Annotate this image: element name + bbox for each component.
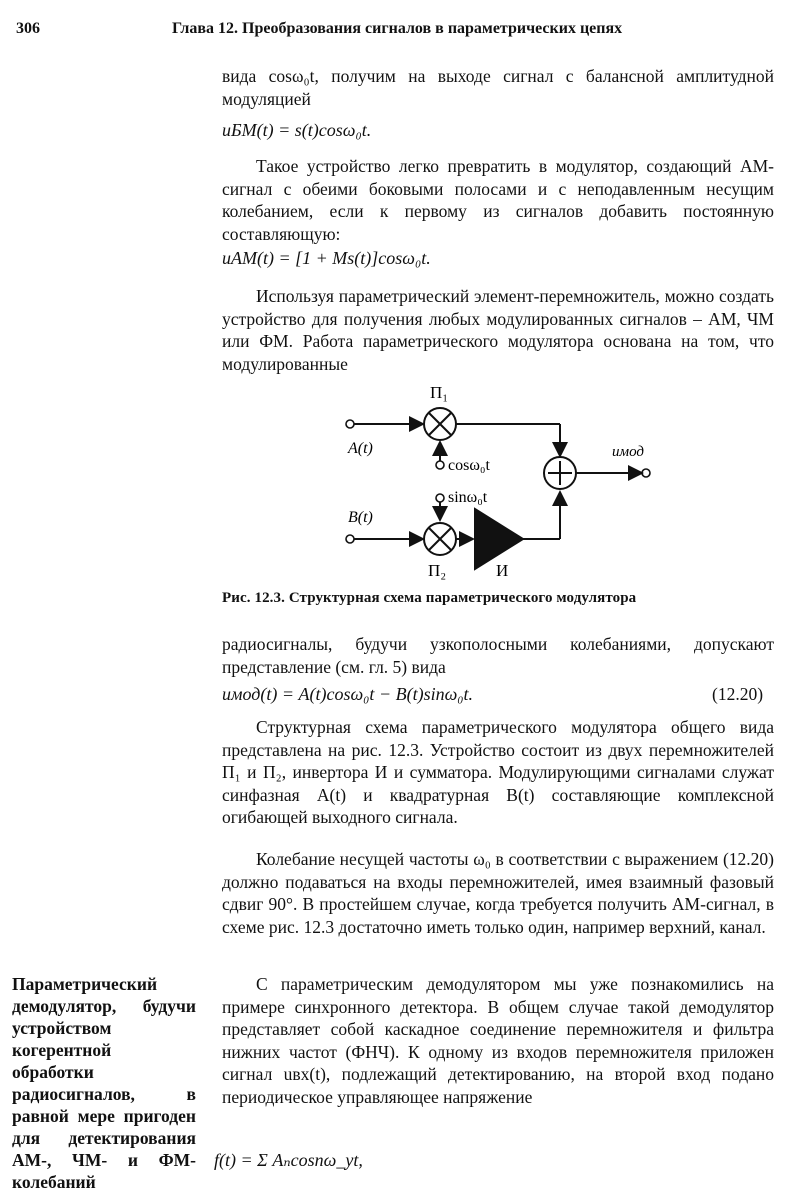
- carrier-cos-terminal: [436, 461, 444, 469]
- page-header: [0, 8, 800, 42]
- inverter-triangle: [475, 509, 523, 569]
- paragraph-6: Колебание несущей частоты ω₀ в соответствии с выражением (12.20) должно подаваться на входы перемножителей, имея взаимный фазовый сдвиг 90°. В простейшем случае, когда требуется получить АМ-сигнал, в схеме рис. 12.3 достаточно иметь только один, например верхний, канал.: [222, 849, 774, 937]
- output-terminal: [642, 469, 650, 477]
- label-p1: П₁: [430, 383, 449, 402]
- label-carrier-sin: sinω₀t: [448, 489, 488, 506]
- label-carrier-cos: cosω₀t: [448, 457, 490, 474]
- formula-mod: uмод(t) = A(t)cosω₀t − B(t)sinω₀t.: [222, 684, 474, 704]
- formula-am: uАМ(t) = [1 + Ms(t)]cosω₀t.: [222, 248, 431, 268]
- modulator-block-diagram: [330, 378, 690, 583]
- formula-f: f(t) = Σ Aₙcosnω_уt,: [214, 1150, 363, 1170]
- carrier-sin-terminal: [436, 494, 444, 502]
- paragraph-2: Такое устройство легко превратить в модулятор, создающий АМ-сигнал с обеими боковыми полосами и с неподавленным несущим колебанием, если к первому из сигналов добавить постоянную составляющую:: [222, 156, 774, 244]
- figure-caption: Рис. 12.3. Структурная схема параметрического модулятора: [222, 590, 637, 606]
- paragraph-3: Используя параметрический элемент-перемножитель, можно создать устройство для получения любых модулированных сигналов – АМ, ЧМ или ФМ. Работа параметрического модулятора основана на том, что модулированные: [222, 286, 774, 374]
- page-number: 306: [16, 20, 40, 37]
- equation-number: (12.20): [712, 684, 764, 704]
- chapter-title: Глава 12. Преобразования сигналов в параметрических цепях: [172, 20, 623, 37]
- paragraph-7: С параметрическим демодулятором мы уже познакомились на примере синхронного детектора. В общем случае такой демодулятор представляет собой каскадное соединение перемножителя и фильтра нижних частот (ФНЧ). К одному из входов перемножителя приложен сигнал uвх(t), подлежащий детектированию, на второй вход подано периодическое управляющее напряжение: [222, 974, 774, 1107]
- input-a-terminal: [346, 420, 354, 428]
- input-b-terminal: [346, 535, 354, 543]
- sidebar-note: Параметрический демодулятор, будучи устройством когерентной обработки радиосигналов, в равной мере пригоден для детектирования АМ-, ЧМ- и ФМ-колебаний: [12, 974, 196, 1192]
- label-input-b: B(t): [348, 509, 373, 526]
- label-p2: П₂: [428, 561, 447, 580]
- paragraph-5: Структурная схема параметрического модулятора общего вида представлена на рис. 12.3. Устройство состоит из двух перемножителей П₁ и П₂, инвертора И и сумматора. Модулирующими сигналами служат синфазная A(t) и квадратурная B(t) составляющие комплексной огибающей выходного сигнала.: [222, 717, 774, 827]
- label-output: uмод: [612, 444, 644, 460]
- paragraph-1: вида cosω₀t, получим на выходе сигнал с балансной амплитудной модуляцией: [222, 66, 774, 109]
- label-input-a: A(t): [348, 440, 373, 457]
- paragraph-4: радиосигналы, будучи узкополосными колебаниями, допускают представление (см. гл. 5) вида: [222, 634, 774, 677]
- formula-bm: uБМ(t) = s(t)cosω₀t.: [222, 120, 372, 140]
- label-inverter: И: [496, 561, 509, 580]
